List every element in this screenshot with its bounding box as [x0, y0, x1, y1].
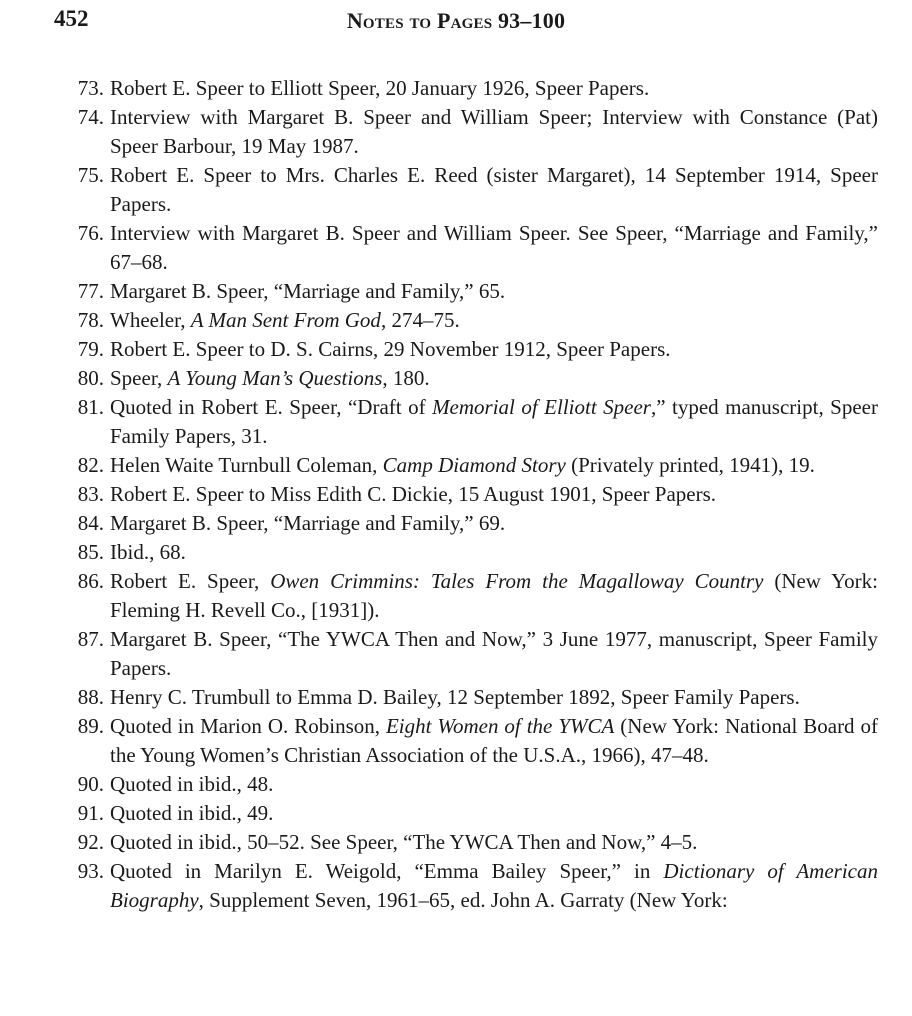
note-text-segment: Helen Waite Turnbull Coleman, — [110, 453, 383, 477]
note-title-italic: Camp Diamond Story — [382, 453, 566, 477]
note-title-italic: A Young Man’s Questions — [167, 366, 383, 390]
note-number: 73. — [77, 76, 104, 100]
note-title-italic: A Man Sent From God — [190, 308, 381, 332]
note-88 — [60, 683, 878, 712]
note-title-italic: Owen Crimmins: Tales From the Magalloway Country — [270, 569, 764, 593]
note-text-segment: Quoted in ibid., 48. — [110, 772, 274, 796]
note-text — [110, 859, 878, 912]
note-text-segment: Margaret B. Speer, “The YWCA Then and Now,” 3 June 1977, manuscript, Speer Family Papers. — [110, 627, 878, 680]
note-text — [110, 714, 878, 767]
note-text — [110, 569, 878, 622]
note-text-segment: Margaret B. Speer, “Marriage and Family,” 69. — [110, 511, 506, 535]
note-number: 91. — [77, 801, 104, 825]
running-head: Notes to Pages 93–100 — [346, 8, 566, 33]
note-76 — [60, 219, 878, 277]
note-number: 89. — [77, 714, 104, 738]
note-number: 81. — [77, 395, 104, 419]
note-number: 79. — [77, 337, 104, 361]
note-text-segment: ,” typed manuscript, Speer Family Papers, 31. — [110, 395, 878, 448]
note-text-segment: Quoted in ibid., 49. — [110, 801, 274, 825]
note-87 — [60, 625, 878, 683]
note-number: 80. — [77, 366, 104, 390]
note-text-segment: Interview with Margaret B. Speer and William Speer. See Speer, “Marriage and Family,” 67–68. — [110, 221, 878, 274]
note-80 — [60, 364, 878, 393]
note-93 — [60, 857, 878, 915]
note-text — [110, 627, 878, 680]
note-text — [110, 830, 697, 854]
note-text — [110, 279, 505, 303]
note-title-italic: Dictionary of American Biography — [110, 859, 878, 912]
note-77 — [60, 277, 878, 306]
note-text-segment: Speer, — [110, 366, 168, 390]
note-text-segment: Quoted in ibid., 50–52. See Speer, “The YWCA Then and Now,” 4–5. — [110, 830, 698, 854]
note-79 — [60, 335, 878, 364]
note-text-segment: Robert E. Speer to Mrs. Charles E. Reed (sister Margaret), 14 September 1914, Speer Papers. — [110, 163, 878, 216]
note-text — [110, 76, 649, 100]
note-text — [110, 105, 878, 158]
note-92 — [60, 828, 878, 857]
note-number: 75. — [77, 163, 104, 187]
note-text — [110, 366, 430, 390]
note-text-segment: Wheeler, — [110, 308, 191, 332]
note-text — [110, 772, 273, 796]
note-text-segment: Robert E. Speer, — [110, 569, 271, 593]
note-81 — [60, 393, 878, 451]
note-text — [110, 453, 815, 477]
note-number: 84. — [77, 511, 104, 535]
note-text — [110, 511, 505, 535]
note-text — [110, 540, 186, 564]
note-text-segment: Henry C. Trumbull to Emma D. Bailey, 12 September 1892, Speer Family Papers. — [110, 685, 800, 709]
note-text-segment: Ibid., 68. — [110, 540, 186, 564]
note-number: 86. — [77, 569, 104, 593]
note-text-segment: Robert E. Speer to Elliott Speer, 20 January 1926, Speer Papers. — [110, 76, 650, 100]
note-text-segment: Robert E. Speer to Miss Edith C. Dickie, 15 August 1901, Speer Papers. — [110, 482, 717, 506]
note-78 — [60, 306, 878, 335]
note-number: 77. — [77, 279, 104, 303]
note-text-segment: Quoted in Marilyn E. Weigold, “Emma Bailey Speer,” in — [110, 859, 664, 883]
note-text-segment: Quoted in Marion O. Robinson, — [110, 714, 386, 738]
note-title-italic: Eight Women of the YWCA — [385, 714, 615, 738]
note-text-segment: , 180. — [382, 366, 430, 390]
note-text — [110, 801, 273, 825]
note-number: 82. — [77, 453, 104, 477]
note-text-segment: (New York: Fleming H. Revell Co., [1931]). — [110, 569, 878, 622]
note-number: 85. — [77, 540, 104, 564]
note-text-segment: , 274–75. — [380, 308, 460, 332]
note-number: 93. — [77, 859, 104, 883]
note-89 — [60, 712, 878, 770]
note-text-segment: Interview with Margaret B. Speer and William Speer; Interview with Constance (Pat) Speer Barbour, 19 May 1987. — [110, 105, 878, 158]
note-text-segment: (Privately printed, 1941), 19. — [565, 453, 815, 477]
note-90 — [60, 770, 878, 799]
note-text — [110, 685, 800, 709]
note-73 — [60, 74, 878, 103]
note-text — [110, 482, 716, 506]
note-title-italic: Memorial of Elliott Speer — [432, 395, 651, 419]
note-text-segment: (New York: National Board of the Young Women’s Christian Association of the U.S.A., 1966), 47–48. — [110, 714, 879, 767]
note-text-segment: Quoted in Robert E. Speer, “Draft of — [110, 395, 433, 419]
note-text — [110, 395, 878, 448]
page-number: 452 — [54, 6, 89, 31]
note-text-segment: Robert E. Speer to D. S. Cairns, 29 November 1912, Speer Papers. — [110, 337, 671, 361]
page-cut-off — [0, 1008, 912, 1016]
note-84 — [60, 509, 878, 538]
note-text-segment: Margaret B. Speer, “Marriage and Family,” 65. — [110, 279, 506, 303]
note-85 — [60, 538, 878, 567]
note-91 — [60, 799, 878, 828]
note-text — [110, 337, 671, 361]
note-text — [110, 221, 878, 274]
note-number: 88. — [77, 685, 104, 709]
note-number: 87. — [77, 627, 104, 651]
note-82 — [60, 451, 878, 480]
note-number: 92. — [77, 830, 104, 854]
note-number: 90. — [77, 772, 104, 796]
note-text — [110, 308, 460, 332]
note-text — [110, 163, 878, 216]
note-number: 83. — [77, 482, 104, 506]
note-75 — [60, 161, 878, 219]
note-86 — [60, 567, 878, 625]
notes-list — [60, 74, 878, 915]
note-number: 76. — [77, 221, 104, 245]
note-83 — [60, 480, 878, 509]
note-number: 78. — [77, 308, 104, 332]
note-text-segment: , Supplement Seven, 1961–65, ed. John A. Garraty (New York: — [198, 888, 728, 912]
note-number: 74. — [77, 105, 104, 129]
note-74 — [60, 103, 878, 161]
